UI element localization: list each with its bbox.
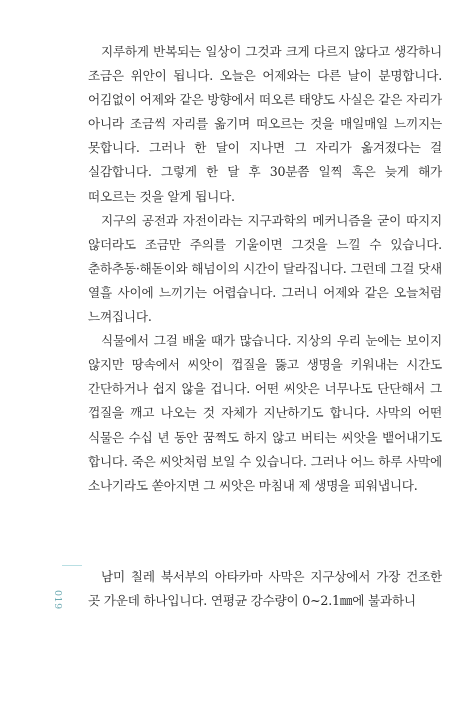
paragraph-1: 지루하게 반복되는 일상이 그것과 크게 다르지 않다고 생각하니 조금은 위안이 됩니다. 오늘은 어제와는 다른 날이 분명합니다. 어김없이 어제와 같은 방향에서 떠오른 태양도 사실은 같은 자리가 아니라 조금씩 자리를 옮기며 떠오르는 것을 매일매일 느끼지는 못합니다. 그러나 한 달이 지나면 그 자리가 옮겨졌다는 걸 실감합니다. 그렇게 한 달 후 30분쯤 일찍 혹은 늦게 해가 떠오르는 것을 알게 됩니다.: [88, 44, 442, 204]
body-text-section-2: [88, 565, 442, 613]
paragraph-3: 식물에서 그걸 배울 때가 많습니다. 지상의 우리 눈에는 보이지 않지만 땅속에서 씨앗이 껍질을 뚫고 생명을 키워내는 시간도 간단하거나 쉽지 않을 겁니다. 어떤 씨앗은 너무나도 단단해서 그 껍질을 깨고 나오는 것 자체가 지난하기도 합니다. 사막의 어떤 식물은 수십 년 동안 꿈쩍도 하지 않고 버티는 씨앗을 뱉어내기도 합니다. 죽은 씨앗처럼 보일 수 있습니다. 그러나 어느 하루 사막에 소나기라도 쏟아지면 그 씨앗은 마침내 제 생명을 피워냅니다.: [88, 333, 442, 493]
body-text-section-1: [88, 40, 442, 498]
page-number: 019: [52, 590, 63, 610]
paragraph-2: 지구의 공전과 자전이라는 지구과학의 메커니즘을 굳이 따지지 않더라도 조금만 주의를 기울이면 그것을 느낄 수 있습니다. 춘하추동·해돋이와 해넘이의 시간이 달라집니다. 그런데 그걸 닷새 열흘 사이에 느끼기는 어렵습니다. 그러니 어제와 같은 오늘처럼 느껴집니다.: [88, 212, 442, 325]
paragraph-4: 남미 칠레 북서부의 아타카마 사막은 지구상에서 가장 건조한 곳 가운데 하나입니다. 연평균 강수량이 0~2.1㎜에 불과하니: [88, 569, 442, 609]
folio-divider: [62, 565, 82, 566]
